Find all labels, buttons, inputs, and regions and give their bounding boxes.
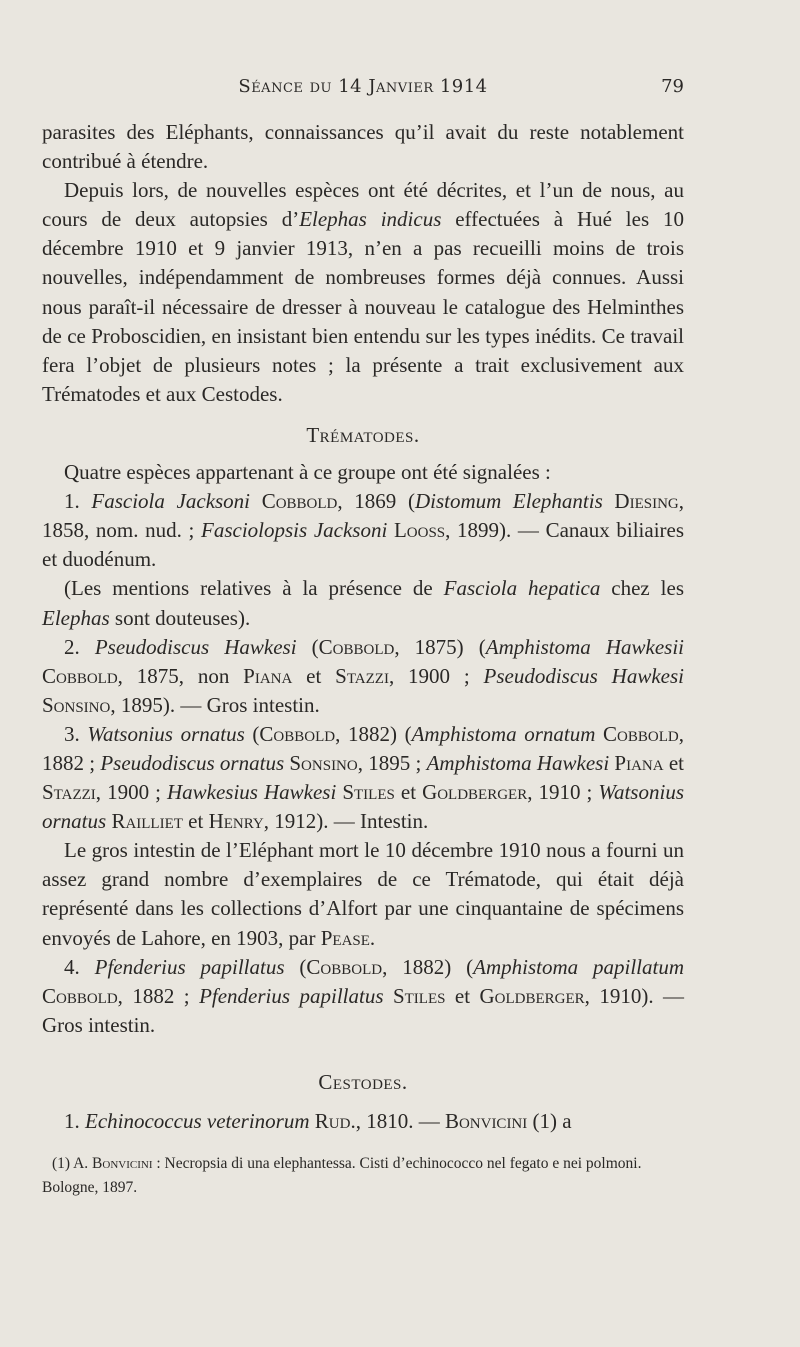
text-run: (1) A. [52,1155,93,1172]
text-run: 1869 ( [342,489,415,514]
taxon-name: Amphistoma Hawkesi [426,750,610,775]
text-run: 1910 ; [532,780,599,805]
author-name: Cobbold, [259,721,341,746]
text-run: et [292,663,336,688]
text-run: 1882 ; [122,983,200,1008]
text-run: ( [284,954,307,979]
text-run: et [663,750,685,775]
footnote-text [42,1152,684,1200]
text-run: 1899). — Canaux biliaires et duodénum. [42,518,685,572]
text-run: 1910). — Gros intestin. [42,983,685,1037]
author-name: Cobbold, [42,663,123,688]
author-name: Goldberger, [422,780,533,805]
text-run: 1900 ; [394,663,484,688]
taxon-name: Echinococcus veterinorum [85,1109,310,1133]
author-name: Looss, [387,518,451,543]
text-run: Depuis lors, de nouvelles espèces ont été décrites, et l’un de nous, au cours de deux autopsies d’ [42,178,684,232]
text-run: 1810. — [360,1109,445,1133]
author-name: Cobbold, [318,634,400,659]
entry-number: 1. [64,1109,85,1133]
text-run: 1882) ( [340,721,412,746]
text-run: 1858, nom. nud. ; [42,518,202,543]
taxon-name: Watsonius ornatus [87,721,245,746]
author-name: Diesing, [602,489,684,514]
taxon-name: Watsonius ornatus [42,780,684,834]
author-name: Cobbold, [595,721,684,746]
taxon-name: Amphistoma papillatum [473,954,685,979]
paragraph-intro [42,458,684,487]
section-heading-cestodes: Cestodes. [318,1069,408,1094]
taxon-name: Elephas indicus [299,207,442,232]
text-run: Quatre espèces appartenant à ce groupe ont été signalées : [64,460,551,485]
entry-number: 3. [64,721,88,746]
text-run: ( [244,721,260,746]
author-name: Goldberger, [479,983,590,1008]
species-entry-3 [42,720,684,836]
entry-number: 2. [64,634,95,659]
text-run: sont douteuses). [109,605,251,630]
species-entry-4 [42,953,684,1040]
author-name: Bonvicini [92,1155,153,1172]
text-run: Le gros intestin de l’Eléphant mort le 10 décembre 1910 nous a fourni un assez grand nombre d’exemplaires de ce Trématode, qui était déjà représenté dans les collections d’Alfort par une cinquantaine de spécimens envoyés de Lahore, en 1903, par [42,838,684,950]
text-run: et [394,780,423,805]
paragraph-gros-intestin [42,836,684,952]
taxon-name: Pseudodiscus Hawkesi [483,663,684,688]
author-name: Rud., [309,1109,361,1133]
entry-number: 4. [64,954,95,979]
page-header [42,76,684,102]
running-title: Séance du 14 Janvier 1914 [238,76,488,97]
taxon-name: Fasciolopsis Jacksoni [201,518,388,543]
text-run: : Necropsia di una elephantessa. Cisti d’echinococco nel fegato e nei polmoni. Bologne, 1897. [42,1155,642,1196]
taxon-name: Distomum Elephantis [414,489,603,514]
footnote [42,1152,684,1200]
paragraph-depuis-lors [42,176,684,409]
text-run: 1882 ; [42,750,101,775]
text-run: chez les [600,576,685,601]
author-name: Stazzi, [335,663,395,688]
author-name: Sonsino, [284,750,363,775]
text-run: et [182,809,209,834]
text-run: 1875) ( [399,634,486,659]
author-name: Cobbold, [42,983,123,1008]
page-number: 79 [661,76,684,97]
text-run: parasites des Eléphants, connaissances qu’il avait du reste notablement contribué à étendre. [42,120,684,174]
taxon-name: Pseudodiscus Hawkesi [94,634,297,659]
taxon-name: Pfenderius papillatus [199,983,384,1008]
text-run: 1875, non [122,663,244,688]
author-name: Stiles [336,780,395,805]
text-run: (1) a [527,1109,572,1133]
author-name: Bonvicini [444,1109,528,1133]
author-name: Cobbold, [250,489,343,514]
section-heading-trematodes: Trématodes. [306,422,420,447]
text-run: ( [296,634,319,659]
taxon-name: Amphistoma ornatum [411,721,596,746]
text-run: et [445,983,480,1008]
paragraph-continued [42,118,684,176]
author-name: Henry, [208,809,269,834]
author-name: Stazzi, [42,780,102,805]
author-name: Railliet [106,809,183,834]
body-text [42,118,684,1136]
author-name: Cobbold, [306,954,388,979]
text-run: 1895 ; [362,750,427,775]
text-run: effectuées à Hué les 10 décembre 1910 et 9 janvier 1913, n’en a pas recueilli moins de trois nouvelles, indépendamment de nombreuses formes déjà connues. Aussi nous paraît-il nécessaire de dresser à nouveau le catalogue des Helminthes de ce Proboscidien, en insistant bien entendu sur les types inédits. Ce travail fera l’objet de plusieurs notes ; la présente a trait exclusivement aux Trématodes et aux Cestodes. [42,207,684,406]
taxon-name: Pseudodiscus ornatus [100,750,285,775]
cestode-entry-1 [42,1107,684,1136]
text-run: (Les mentions relatives à la présence de [64,576,444,601]
taxon-name: Elephas [42,605,110,630]
species-entry-1 [42,487,684,574]
taxon-name: Fasciola Jacksoni [91,489,251,514]
author-name: Stiles [383,983,446,1008]
species-entry-2 [42,633,684,720]
text-run: 1895). — Gros intestin. [115,692,320,717]
author-name: Piana [609,750,664,775]
author-name: Pease. [320,925,376,950]
taxon-name: Fasciola hepatica [443,576,601,601]
taxon-name: Hawkesius Hawkesi [166,780,337,805]
paragraph-note [42,574,684,632]
author-name: Piana [243,663,293,688]
text-run: 1900 ; [101,780,167,805]
taxon-name: Amphistoma Hawkesii [485,634,684,659]
entry-number: 1. [64,489,92,514]
text-run: 1882) ( [387,954,474,979]
taxon-name: Pfenderius papillatus [94,954,285,979]
author-name: Sonsino, [42,692,116,717]
text-run: 1912). — Intestin. [269,809,429,834]
